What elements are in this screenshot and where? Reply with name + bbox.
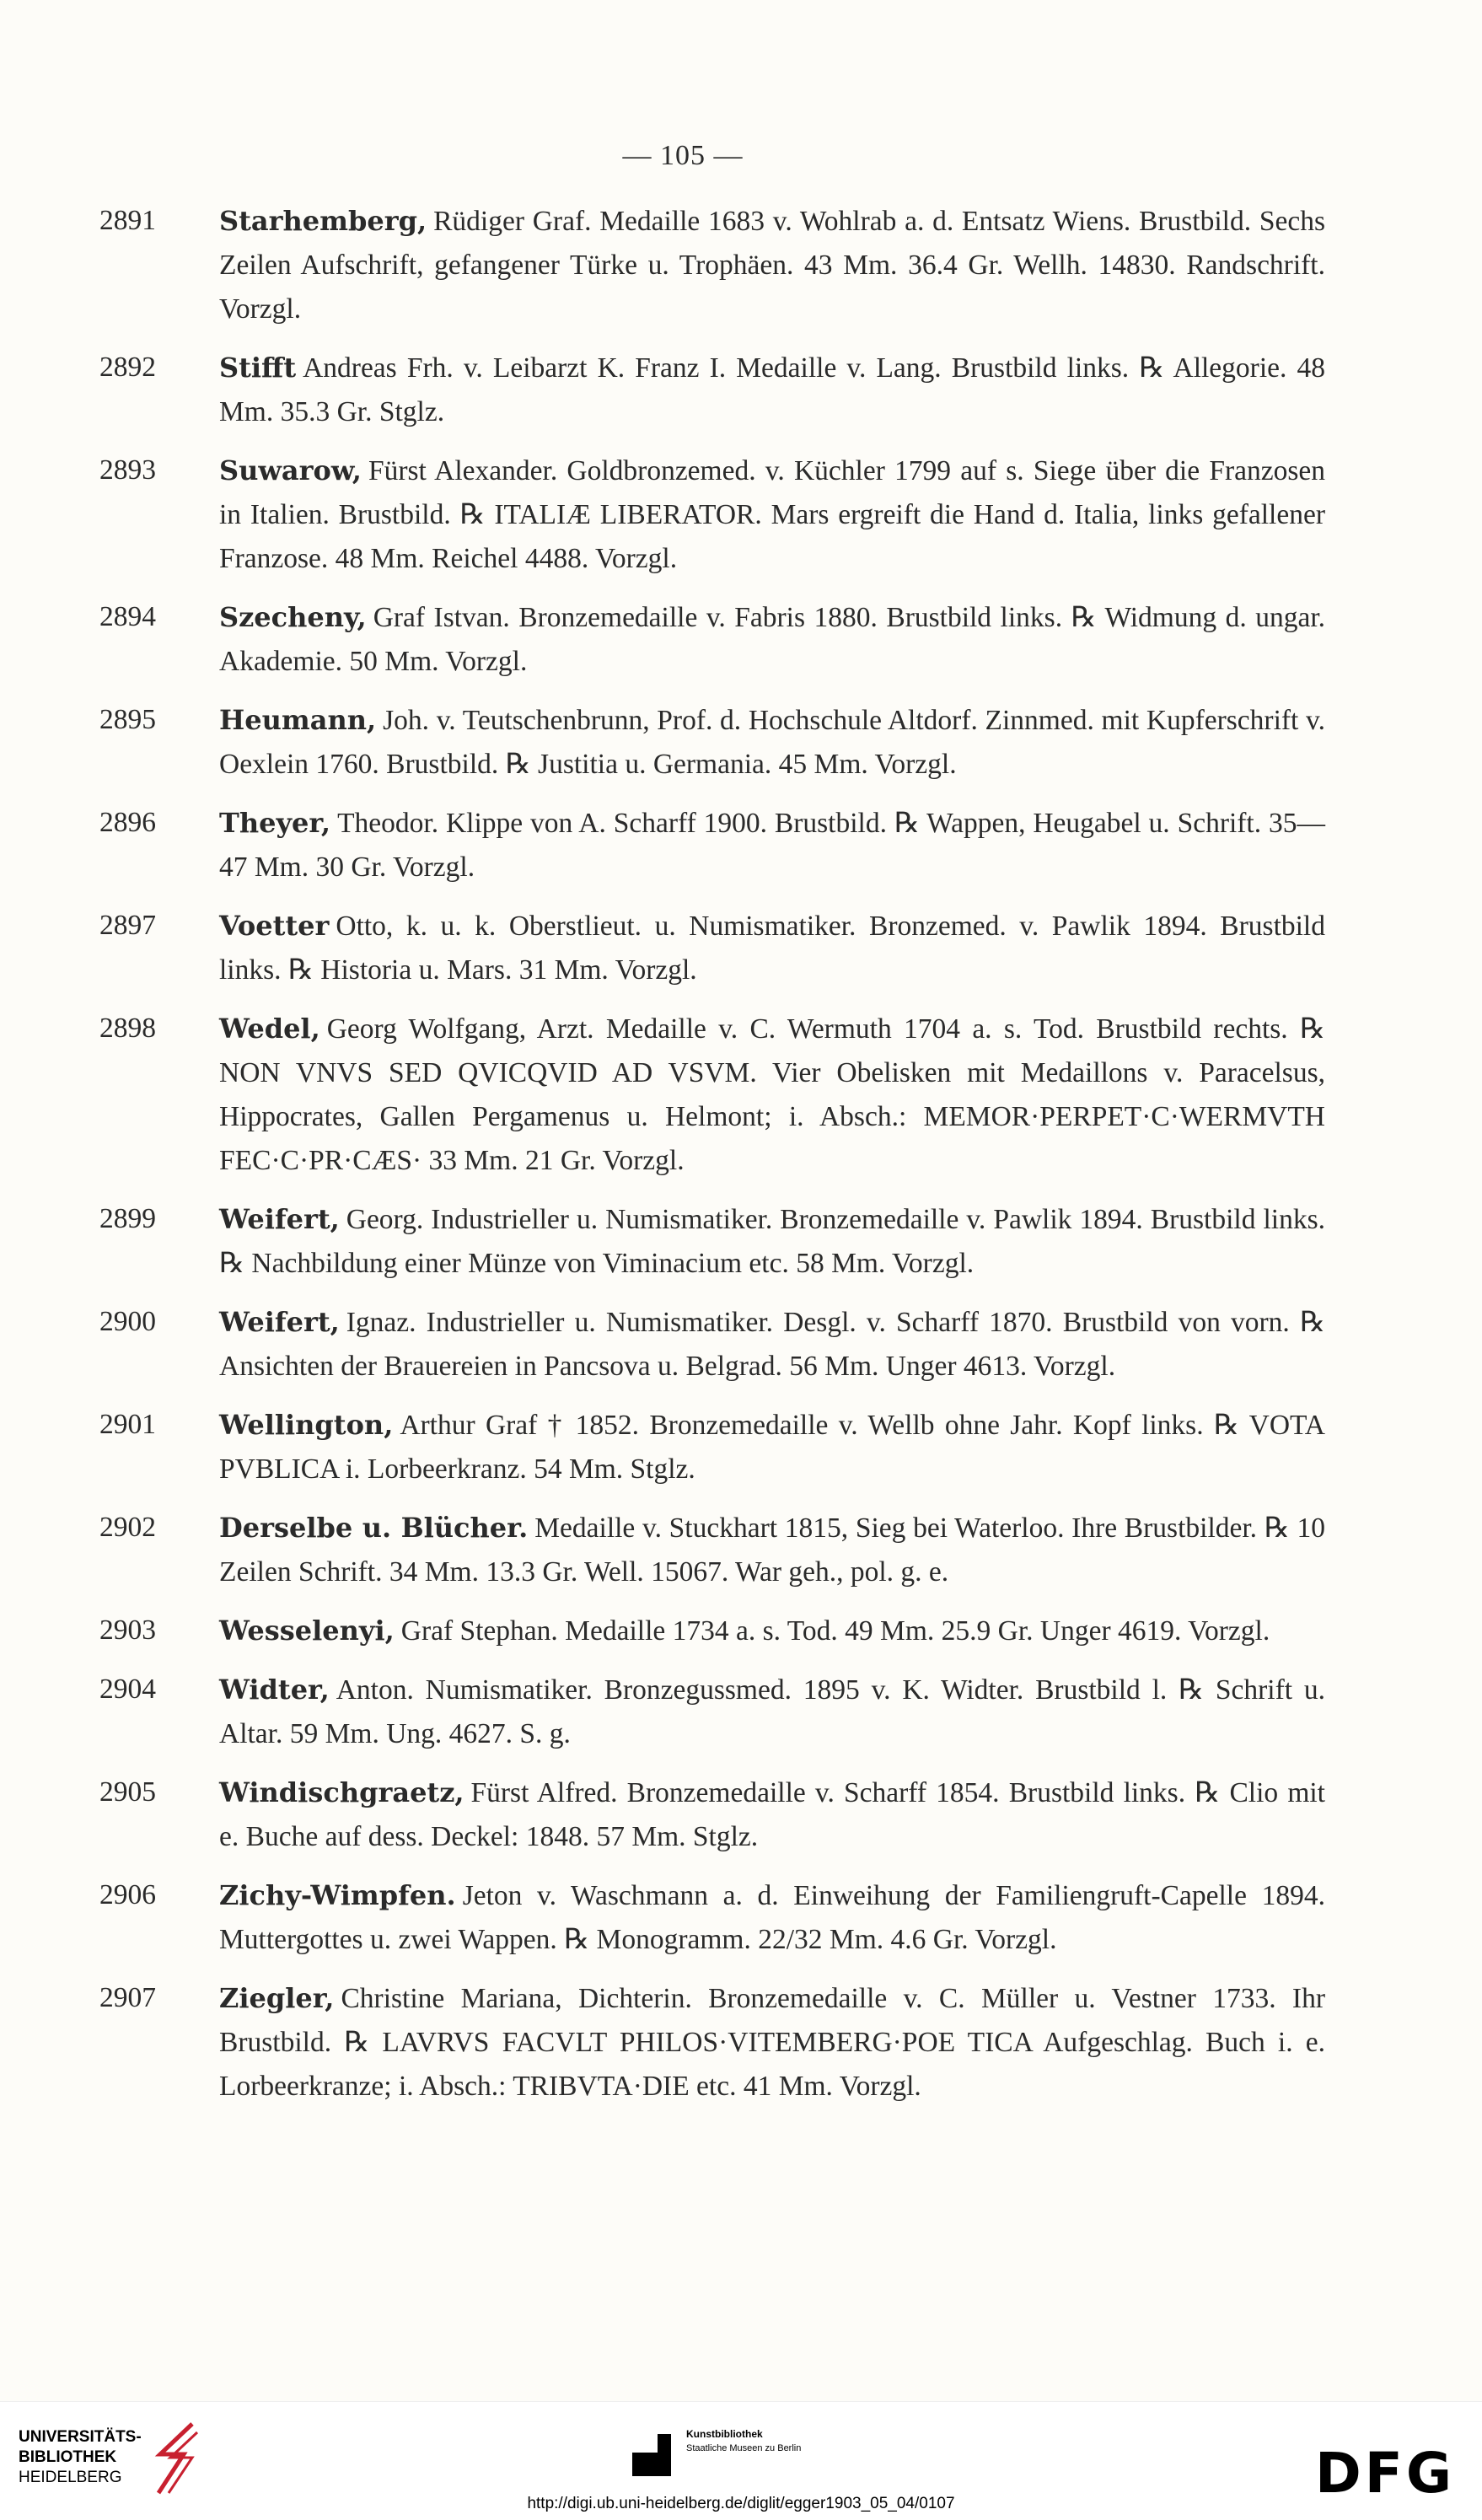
footer [0,2401,1482,2520]
entry-name: Derselbe u. Blücher. [219,1512,529,1544]
entry-name: Widter, [219,1674,330,1706]
entry-name: Zichy-Wimpfen. [219,1879,456,1911]
entry-description: Medaille v. Stuckhart 1815, Sieg bei Waterloo. Ihre Brustbilder. ℞ 10 Zeilen Schrift. 34 Mm. 13.3 Gr. Well. 15067. War geh., pol. g. e. [219,1513,1326,1588]
catalog-entry [94,595,1325,684]
entry-name: Windischgraetz, [219,1776,464,1808]
catalog-entry [94,1609,1325,1653]
entry-name: Heumann, [219,704,377,736]
entry-number: 2905 [99,1776,156,1808]
entry-number: 2903 [99,1615,156,1646]
catalog-entry [94,1007,1325,1183]
catalog-entry [94,1770,1325,1859]
kunstbibliothek-icon [632,2434,671,2476]
entry-name: Theyer, [219,807,331,839]
entry-description: Otto, k. u. k. Oberstlieut. u. Numismatiker. Bronzemed. v. Pawlik 1894. Brustbild links. ℞ Historia u. Mars. 31 Mm. Vorzgl. [219,911,1325,986]
catalog-entry [94,698,1325,787]
entry-description: Andreas Frh. v. Leibarzt K. Franz I. Medaille v. Lang. Brustbild links. ℞ Allegorie. 48 Mm. 35.3 Gr. Stglz. [219,352,1325,427]
entry-number: 2895 [99,704,156,735]
entry-description: Graf Stephan. Medaille 1734 a. s. Tod. 49 Mm. 25.9 Gr. Unger 4619. Vorzgl. [400,1615,1270,1647]
entry-description: Theodor. Klippe von A. Scharff 1900. Brustbild. ℞ Wappen, Heugabel u. Schrift. 35—47 Mm. 30 Gr. Vorzgl. [219,808,1325,883]
entry-description: Christine Mariana, Dichterin. Bronzemedaille v. C. Müller u. Vestner 1733. Ihr Brustbild. ℞ LAVRVS FACVLT PHILOS·VITEMBERG·POE TICA Aufgeschlag. Buch i. e. Lorbeerkranze; i. Absch.: TRIBVTA·DIE etc. 41 Mm. Vorzgl. [219,1983,1325,2102]
entry-number: 2906 [99,1879,156,1910]
entry-number: 2898 [99,1013,156,1044]
entry-name: Starhemberg, [219,205,427,237]
ub-logo-line3: HEIDELBERG [19,2469,122,2486]
catalog-entry [94,199,1325,331]
entry-number: 2894 [99,601,156,632]
catalog-entry [94,449,1325,581]
catalog-entry [94,1197,1325,1286]
entry-description: Fürst Alexander. Goldbronzemed. v. Küchler 1799 auf s. Siege über die Franzosen in Italien. Brustbild. ℞ ITALIÆ LIBERATOR. Mars ergreift die Hand d. Italia, links gefallener Franzose. 48 Mm. Reichel 4488. Vorzgl. [219,455,1325,574]
entry-description: Ignaz. Industrieller u. Numismatiker. Desgl. v. Scharff 1870. Brustbild von vorn. ℞ Ansichten der Brauereien in Pancsova u. Belgrad. 56 Mm. Unger 4613. Vorzgl. [219,1307,1325,1382]
entry-description: Anton. Numismatiker. Bronzegussmed. 1895 v. K. Widter. Brustbild l. ℞ Schrift u. Altar. 59 Mm. Ung. 4627. S. g. [219,1674,1325,1749]
kunstbibliothek-title: Kunstbibliothek [686,2428,763,2440]
catalog-entry [94,1300,1325,1389]
entry-description: Georg. Industrieller u. Numismatiker. Bronzemedaille v. Pawlik 1894. Brustbild links. ℞ Nachbildung einer Münze von Viminacium etc. 58 Mm. Vorzgl. [219,1204,1325,1279]
dfg-logo[interactable]: DFG [1315,2441,1456,2506]
kunstbibliothek-subtitle: Staatliche Museen zu Berlin [686,2443,802,2453]
entry-name: Szecheny, [219,601,367,633]
entry-description: Arthur Graf † 1852. Bronzemedaille v. Wellb ohne Jahr. Kopf links. ℞ VOTA PVBLICA i. Lorbeerkranz. 54 Mm. Stglz. [219,1410,1325,1485]
entry-name: Ziegler, [219,1982,335,2014]
ub-logo-mark-icon [150,2421,202,2496]
catalog-entry [94,1873,1325,1962]
entry-description: Jeton v. Waschmann a. d. Einweihung der Familiengruft-Capelle 1894. Muttergottes u. zwei Wappen. ℞ Monogramm. 22/32 Mm. 4.6 Gr. Vorzgl. [219,1880,1325,1955]
entry-number: 2907 [99,1982,156,2013]
ub-logo-line2: BIBLIOTHEK [19,2448,117,2466]
entry-name: Voetter [219,910,330,942]
entry-name: Weifert, [219,1306,340,1338]
entry-number: 2897 [99,910,156,941]
source-url-link[interactable]: http://digi.ub.uni-heidelberg.de/diglit/egger1903_05_04/0107 [527,2495,955,2512]
entry-number: 2904 [99,1674,156,1705]
entry-description: Fürst Alfred. Bronzemedaille v. Scharff 1854. Brustbild links. ℞ Clio mit e. Buche auf dess. Deckel: 1848. 57 Mm. Stglz. [219,1777,1325,1852]
entry-number: 2891 [99,205,156,236]
entry-number: 2892 [99,352,156,383]
catalog-entry [94,1506,1325,1594]
catalog-entries [94,199,1325,2123]
entry-description: Graf Istvan. Bronzemedaille v. Fabris 1880. Brustbild links. ℞ Widmung d. ungar. Akademie. 50 Mm. Vorzgl. [219,602,1325,677]
catalog-entry [94,801,1325,889]
entry-description: Joh. v. Teutschenbrunn, Prof. d. Hochschule Altdorf. Zinnmed. mit Kupferschrift v. Oexlein 1760. Brustbild. ℞ Justitia u. Germania. 45 Mm. Vorzgl. [219,705,1325,780]
entry-name: Wedel, [219,1013,320,1045]
entry-number: 2896 [99,807,156,838]
catalog-entry [94,1976,1325,2109]
entry-description: Georg Wolfgang, Arzt. Medaille v. C. Wermuth 1704 a. s. Tod. Brustbild rechts. ℞ NON VNVS SED QVICQVID AD VSVM. Vier Obelisken mit Medaillons v. Paracelsus, Hippocrates, Gallen Pergamenus u. Helmont; i. Absch.: MEMOR·PERPET·C·WERMVTH FEC·C·PR·CÆS· 33 Mm. 21 Gr. Vorzgl. [219,1013,1325,1176]
page-number: — 105 — [622,140,744,171]
catalog-entry [94,1403,1325,1491]
entry-name: Stifft [219,352,297,384]
entry-name: Wellington, [219,1409,394,1441]
entry-number: 2899 [99,1203,156,1234]
ub-logo-line1: UNIVERSITÄTS- [19,2428,142,2446]
entry-name: Suwarow, [219,454,362,486]
entry-name: Wesselenyi, [219,1615,395,1647]
ub-heidelberg-logo[interactable] [19,2427,142,2488]
catalog-entry [94,1668,1325,1756]
entry-name: Weifert, [219,1203,340,1235]
entry-number: 2902 [99,1512,156,1543]
entry-number: 2901 [99,1409,156,1440]
entry-number: 2900 [99,1306,156,1337]
entry-number: 2893 [99,454,156,486]
catalog-entry [94,904,1325,992]
entry-description: Rüdiger Graf. Medaille 1683 v. Wohlrab a. d. Entsatz Wiens. Brustbild. Sechs Zeilen Aufschrift, gefangener Türke u. Trophäen. 43 Mm. 36.4 Gr. Wellh. 14830. Randschrift. Vorzgl. [219,206,1325,325]
catalog-entry [94,346,1325,434]
